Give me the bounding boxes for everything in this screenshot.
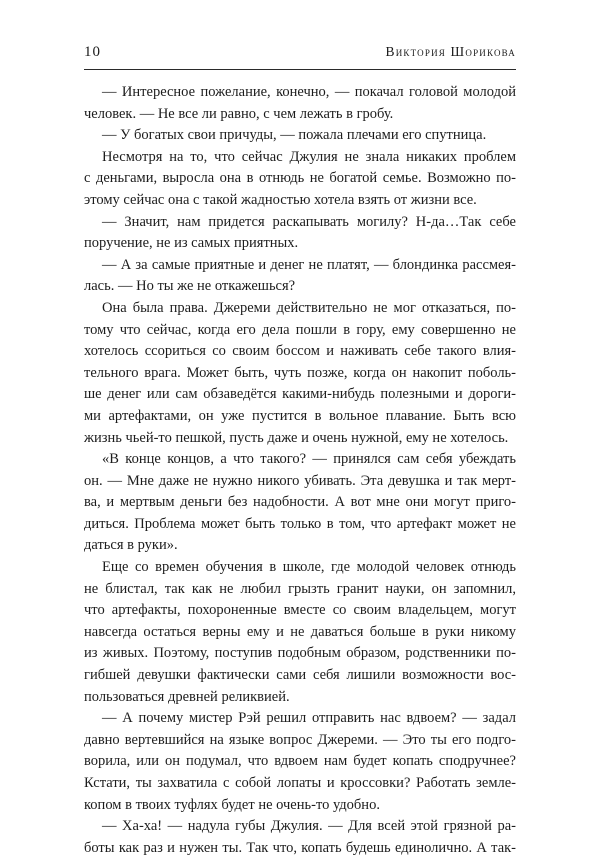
text-line: жизнь чьей-то пешкой, пусть даже и очень нужной, ему не хотелось. (84, 429, 509, 446)
text-line: ворила, или он подумал, что вдвоем нам будет копать сподручнее? (84, 753, 516, 770)
text-line: Кстати, ты захватила с собой лопаты и кроссовки? Работать земле- (84, 775, 516, 791)
text-line: из живых. Поэтому, поступив подобным образом, родственники по- (84, 645, 516, 662)
text-line: этому сейчас она с такой жадностью хотела взять от жизни все. (84, 191, 477, 208)
text-line: — У богатых свои причуды, — пожала плечами его спутница. (102, 127, 487, 144)
text-line: ми артефактами, он уже пустится в вольное плавание. Быть всю (84, 407, 516, 424)
text-line: с деньгами, выросла она в отнюдь не богатой семье. Возможно по- (84, 170, 516, 187)
page-number: 10 (84, 44, 101, 60)
text-line: лась. — Но ты же не откажешься? (84, 278, 296, 295)
text-line: — Значит, нам придется раскапывать могилу? Н-да…Так себе (102, 213, 516, 230)
page-header (84, 44, 516, 66)
text-line: боты как раз и нужен ты. Так что, копать будешь единолично. А так- (84, 839, 516, 856)
header-rule (84, 69, 516, 70)
text-line: хотелось ссориться со своим боссом и наживать себе такого влия- (84, 343, 516, 360)
text-line: пользоваться древней реликвией. (84, 688, 290, 705)
text-line: — Ха-ха! — надула губы Джулия. — Для всей этой грязной ра- (102, 818, 516, 835)
text-line: человек. — Не все ли равно, с чем лежать в гробу. (84, 105, 394, 122)
text-line: Несмотря на то, что сейчас Джулия не знала никаких проблем (102, 148, 516, 165)
text-line: поручение, не из самых приятных. (84, 235, 299, 252)
text-line: он. — Мне даже не нужно никого убивать. Эта девушка и так мерт- (84, 472, 516, 489)
text-line: тельного врага. Может быть, чуть позже, когда он накопит поболь- (84, 364, 516, 381)
text-line: не блистал, так как не любил грызть гранит науки, он запомнил, (84, 580, 516, 597)
text-line: — А почему мистер Рэй решил отправить нас вдвоем? — задал (102, 710, 516, 727)
text-line: ва, и мертвым деньги без надобности. А вот мне они могут приго- (84, 494, 516, 511)
text-line: Она была права. Джереми действительно не мог отказаться, по- (102, 299, 516, 316)
text-line: — А за самые приятные и денег не платят, — блондинка рассмея- (102, 256, 516, 273)
text-line: — Интересное пожелание, конечно, — покачал головой молодой (102, 84, 516, 100)
text-line: «В конце концов, а что такого? — принялся сам себя убеждать (102, 451, 516, 468)
text-line: даться в руки». (84, 537, 178, 554)
text-line: копом в твоих туфлях будет не очень-то удобно. (84, 796, 380, 813)
running-head-author: Виктория Шорикова (385, 44, 516, 59)
text-line: навсегда остаться верны ему и не даваться больше в руки никому (84, 623, 516, 640)
text-line: тому что сейчас, когда его дела пошли в гору, ему совершенно не (84, 321, 516, 338)
text-line: Еще со времен обучения в школе, где молодой человек отнюдь (102, 559, 516, 576)
text-line: гибшей девушки фактически сами себя лишили возможности вос- (84, 667, 516, 684)
text-line: что артефакты, похороненные вместе со своим владельцем, могут (84, 602, 516, 619)
text-line: диться. Проблема может быть только в том, что артефакт может не (84, 515, 516, 532)
body-text (84, 82, 516, 859)
text-line: ше денег или сам обзаведётся какими-нибудь полезными и дороги- (84, 386, 516, 403)
text-line: давно вертевшийся на языке вопрос Джереми. — Это ты его подго- (84, 731, 516, 748)
